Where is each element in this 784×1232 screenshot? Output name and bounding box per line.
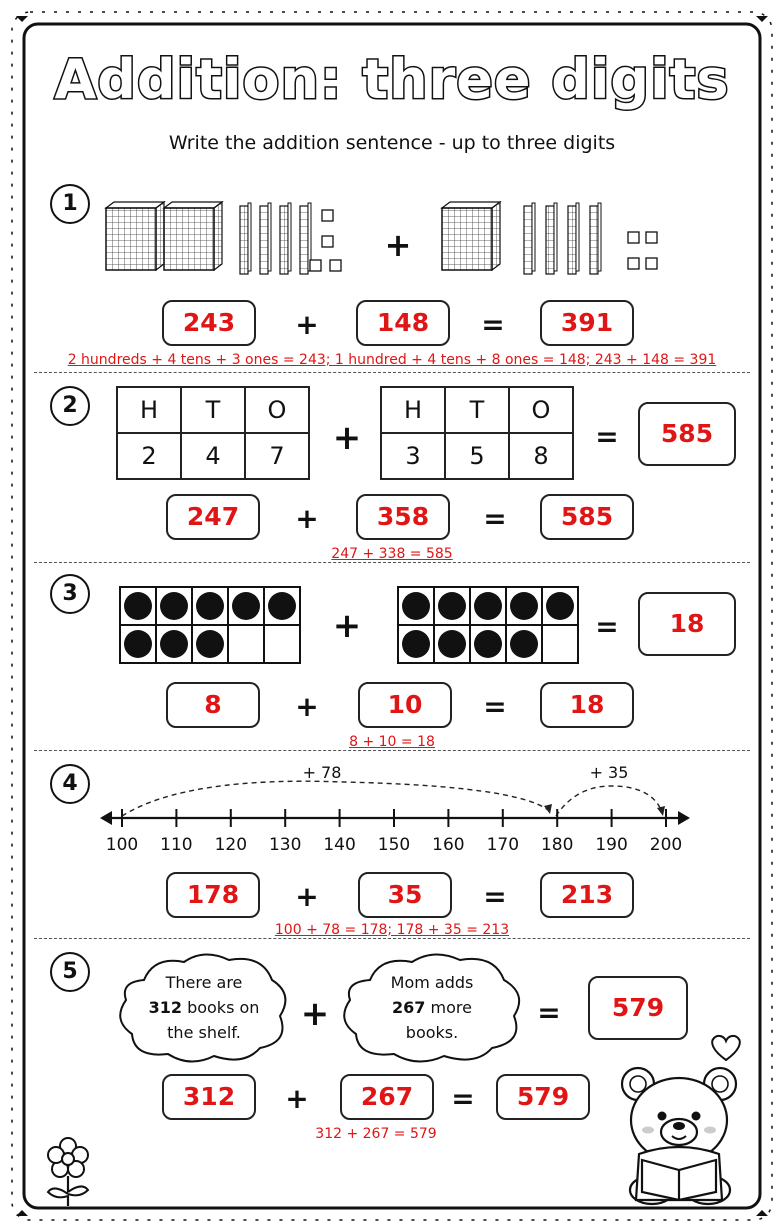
page-title: Addition: three digits [54,48,730,111]
place-value-chart-left [116,386,310,480]
digit-tens: 5 [445,433,509,479]
number-line-label: 140 [323,835,356,855]
plus-sign: + [332,606,362,646]
one-cube [310,260,321,271]
hundred-block [442,202,500,270]
hundred-block [106,202,164,270]
ten-frame-right [396,585,580,667]
number-line-label: 130 [268,835,302,855]
jump-label-1: + 78 [302,763,342,782]
ten-rod [280,203,291,274]
sum-box-4[interactable]: 213 [540,872,634,918]
problem-number-4: 4 [50,764,90,804]
answer-note-5: 312 + 267 = 579 [315,1126,437,1142]
plus-sign: + [285,1082,309,1115]
answer-note-2: 247 + 338 = 585 [331,546,453,562]
number-line-label: 150 [377,835,411,855]
arrow-left-icon [100,811,112,825]
counter-dot [160,592,188,620]
word-problem-left: There are 312 books on the shelf. [148,973,260,1042]
counter-dot [160,630,188,658]
digit-ones: 7 [245,433,309,479]
one-cube [628,232,639,243]
problem-number-2: 2 [50,386,90,426]
jump-label-2: + 35 [589,763,629,782]
one-cube [628,258,639,269]
header-tens: T [181,387,245,433]
addend-b-box-5[interactable]: 267 [340,1074,434,1120]
addend-a-box-1[interactable]: 243 [162,300,256,346]
addend-a-box-2[interactable]: 247 [166,494,260,540]
page-subtitle: Write the addition sentence - up to three digits [168,132,616,154]
answer-note-4: 100 + 78 = 178; 178 + 35 = 213 [274,922,510,938]
counter-dot [402,592,430,620]
addend-b-box-2[interactable]: 358 [356,494,450,540]
result-box-5[interactable]: 579 [588,976,688,1040]
one-cube [646,258,657,269]
plus-sign: + [295,690,319,723]
digit-hundreds: 3 [381,433,445,479]
counter-dot [510,630,538,658]
result-box-3[interactable]: 18 [638,592,736,656]
base-ten-blocks [100,198,700,280]
number-line [96,758,696,860]
one-cube [322,210,333,221]
counter-dot [196,630,224,658]
problem-number-1: 1 [50,184,90,224]
digit-hundreds: 2 [117,433,181,479]
ten-frame-cell [228,625,264,663]
header-ones: O [245,387,309,433]
number-line-label: 120 [214,835,248,855]
flower-icon [40,1136,96,1208]
section-divider [34,562,750,563]
arrow-right-icon [678,811,690,825]
plus-sign: + [300,994,330,1034]
equals-sign: = [481,308,505,341]
counter-dot [124,592,152,620]
addend-b-box-1[interactable]: 148 [356,300,450,346]
ten-rod [240,203,251,274]
counter-dot [402,630,430,658]
addend-b-box-4[interactable]: 35 [358,872,452,918]
counter-dot [438,592,466,620]
equals-sign: = [483,880,507,913]
jump-arc-1 [122,781,548,816]
number-line-label: 170 [486,835,520,855]
sum-box-5[interactable]: 579 [496,1074,590,1120]
problem-number-5: 5 [50,952,90,992]
addend-a-box-3[interactable]: 8 [166,682,260,728]
equals-sign: = [537,996,561,1029]
counter-dot [124,630,152,658]
plus-sign: + [295,880,319,913]
one-cube [322,236,333,247]
header-hundreds: H [381,387,445,433]
place-value-chart-right [380,386,574,480]
plus-sign: + [332,418,362,458]
result-box-2[interactable]: 585 [638,402,736,466]
counter-dot [196,592,224,620]
sum-box-3[interactable]: 18 [540,682,634,728]
teddy-bear-icon [604,1060,754,1210]
equals-sign: = [451,1082,475,1115]
counter-dot [474,592,502,620]
ten-rod [590,203,601,274]
jump-arc-2 [556,786,662,816]
ten-frame-cell [264,625,300,663]
equals-sign: = [483,690,507,723]
number-line-label: 160 [432,835,465,855]
plus-sign: + [295,502,319,535]
section-divider [34,938,750,939]
equals-sign: = [595,610,619,643]
number-line-label: 180 [540,835,574,855]
hundred-block [164,202,222,270]
ten-frame-left [118,585,302,667]
addend-a-box-5[interactable]: 312 [162,1074,256,1120]
ten-rod [546,203,557,274]
header-hundreds: H [117,387,181,433]
sum-box-2[interactable]: 585 [540,494,634,540]
counter-dot [510,592,538,620]
counter-dot [546,592,574,620]
addend-b-box-3[interactable]: 10 [358,682,452,728]
answer-note-3: 8 + 10 = 18 [349,734,435,750]
sum-box-1[interactable]: 391 [540,300,634,346]
model-plus-sign: + [384,226,412,264]
problem-number-3: 3 [50,574,90,614]
one-cube [646,232,657,243]
number-line-label: 200 [649,835,683,855]
counter-dot [474,630,502,658]
section-divider [34,750,750,751]
counter-dot [232,592,260,620]
plus-sign: + [295,308,319,341]
equals-sign: = [483,502,507,535]
equals-sign: = [595,420,619,453]
ten-frame-cell [542,625,578,663]
answer-note-1: 2 hundreds + 4 tens + 3 ones = 243; 1 hundred + 4 tens + 8 ones = 148; 243 + 148 = 391 [67,352,717,368]
number-line-label: 190 [595,835,628,855]
number-line-label: 100 [105,835,139,855]
section-divider [34,372,750,373]
ten-rod [260,203,271,274]
addend-a-box-4[interactable]: 178 [166,872,260,918]
ten-rod [524,203,535,274]
digit-ones: 8 [509,433,573,479]
number-line-label: 110 [160,835,193,855]
counter-dot [268,592,296,620]
ten-rod [568,203,579,274]
one-cube [330,260,341,271]
counter-dot [438,630,466,658]
digit-tens: 4 [181,433,245,479]
header-tens: T [445,387,509,433]
header-ones: O [509,387,573,433]
word-problem-right: Mom adds 267 more books. [390,973,474,1042]
